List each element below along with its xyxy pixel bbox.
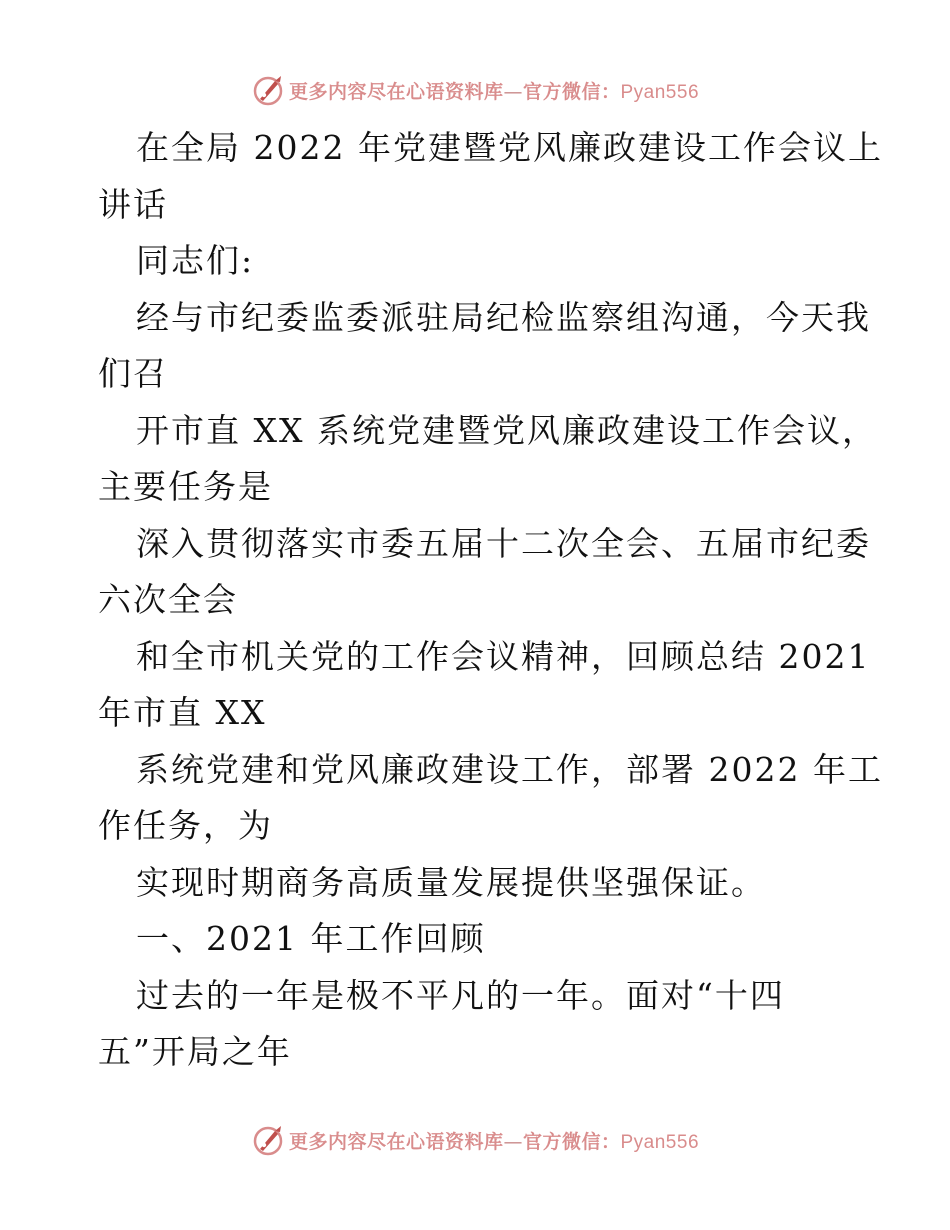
text-line: 系统党建和党风廉政建设工作，部署 2022 年工 — [136, 749, 883, 789]
text-line: 开市直 XX 系统党建暨党风廉政建设工作会议， — [136, 410, 877, 450]
watermark-text — [289, 77, 699, 104]
text-line: 同志们: — [136, 241, 255, 280]
text-line: 年市直 XX — [98, 693, 267, 732]
text-line: 过去的一年是极不平凡的一年。面对“十四 — [136, 975, 785, 1015]
watermark-main: 更多内容尽在心语资料库 — [288, 1130, 504, 1153]
watermark-account: Pyan556 — [620, 81, 700, 103]
watermark-banner-bottom — [0, 1120, 950, 1160]
document-body — [98, 120, 883, 1081]
watermark-wechat: 官方微信： — [522, 1130, 621, 1153]
text-line: 们召 — [98, 354, 168, 393]
text-line: 讲话 — [98, 184, 168, 224]
quill-pen-logo-icon — [251, 73, 285, 107]
quill-pen-logo-icon — [251, 1123, 285, 1157]
text-line: 实现时期商务高质量发展提供坚强保证。 — [136, 862, 766, 902]
text-line: 六次全会 — [98, 580, 238, 619]
watermark-banner-top — [0, 70, 950, 110]
watermark-separator: — — [503, 80, 523, 103]
watermark-wechat: 官方微信： — [522, 80, 621, 103]
text-line: 作任务，为 — [98, 806, 273, 845]
text-line: 一、2021 年工作回顾 — [136, 919, 486, 958]
text-line: 五”开局之年 — [98, 1032, 292, 1071]
text-line: 和全市机关党的工作会议精神，回顾总结 2021 — [136, 636, 871, 676]
text-line: 经与市纪委监委派驻局纪检监察组沟通，今天我 — [136, 297, 871, 337]
watermark-separator: — — [503, 1130, 523, 1153]
text-line: 在全局 2022 年党建暨党风廉政建设工作会议上 — [136, 128, 883, 167]
text-line: 深入贯彻落实市委五届十二次全会、五届市纪委 — [136, 523, 871, 563]
text-line: 主要任务是 — [98, 467, 273, 506]
watermark-text — [289, 1127, 699, 1154]
watermark-main: 更多内容尽在心语资料库 — [288, 80, 504, 103]
watermark-account: Pyan556 — [620, 1131, 700, 1153]
